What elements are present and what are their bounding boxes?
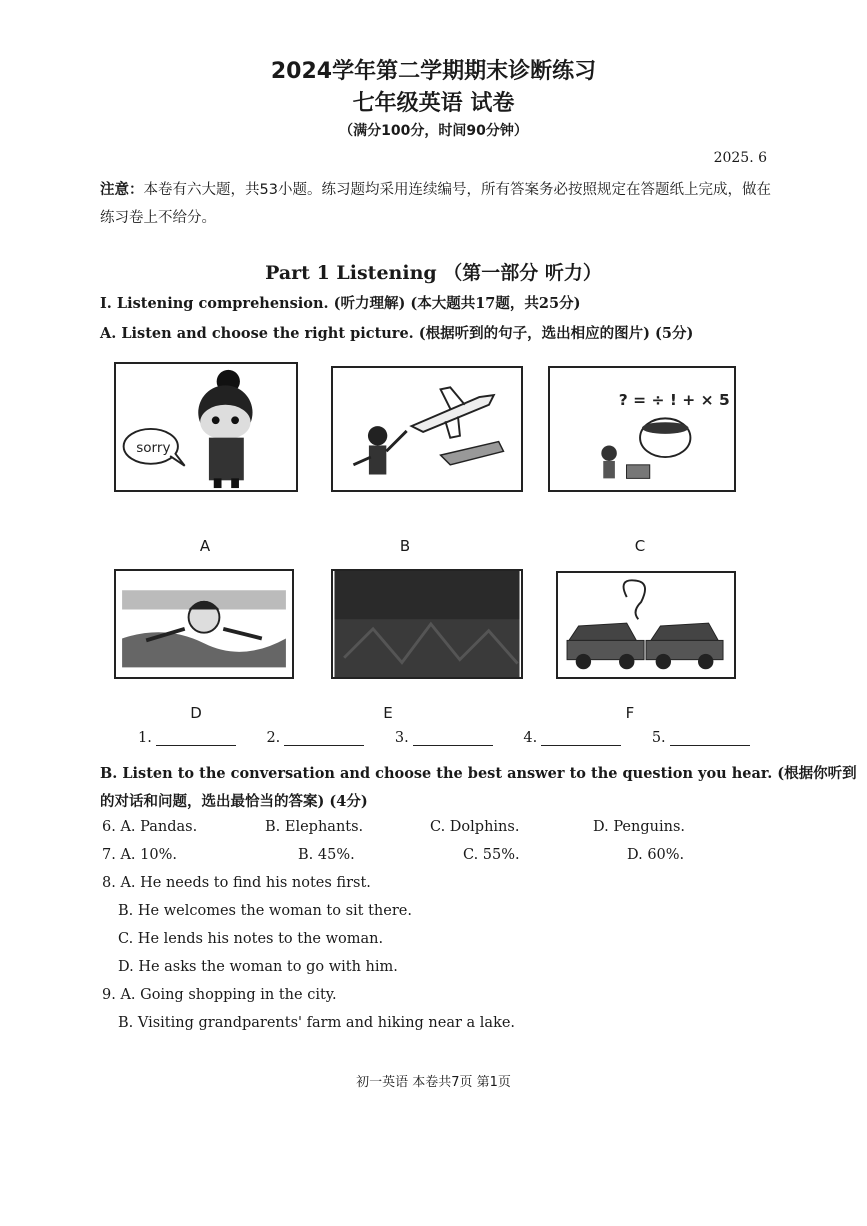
girl-swimming-picture — [114, 569, 294, 679]
picture-label-d: D — [190, 704, 202, 722]
q6-option-d: D. Penguins. — [593, 819, 685, 835]
q7-option-a: 7. A. 10%. — [102, 847, 177, 863]
page-footer: 初一英语 本卷共7页 第1页 — [356, 1075, 511, 1090]
section-i-heading: I. Listening comprehension. (听力理解) (本大题共17题，共25分) — [100, 295, 581, 312]
girl-with-math-symbols-picture — [548, 366, 736, 492]
blank-1[interactable]: 1. — [138, 730, 236, 746]
math-symbols-text: ? = ÷ ! + × 5 — [618, 390, 730, 409]
girl-saying-sorry-picture — [114, 362, 298, 492]
picture-label-a: A — [199, 537, 211, 555]
blank-5[interactable]: 5. — [652, 730, 750, 746]
q6-option-c: C. Dolphins. — [430, 819, 520, 835]
q7-option-c: C. 55%. — [463, 847, 520, 863]
answer-blanks — [138, 730, 776, 746]
dark-forest-picture — [331, 569, 523, 679]
q9-option-b: B. Visiting grandparents' farm and hiking near a lake. — [118, 1015, 516, 1031]
picture-label-e: E — [383, 704, 393, 722]
section-a-heading: A. Listen and choose the right picture. (根据听到的句子，选出相应的图片) (5分) — [100, 325, 694, 342]
picture-label-c: C — [634, 537, 646, 555]
picture-label-b: B — [399, 537, 411, 555]
car-accident-picture — [556, 571, 736, 679]
section-b-heading-line1: B. Listen to the conversation and choose the best answer to the question you hear. (根据你听到 — [100, 765, 857, 782]
blank-4[interactable]: 4. — [523, 730, 621, 746]
q6-option-a: 6. A. Pandas. — [102, 819, 198, 835]
notice-label: 注意： — [100, 182, 144, 198]
q8-option-a: 8. A. He needs to find his notes first. — [102, 875, 371, 891]
q7-option-d: D. 60%. — [627, 847, 685, 863]
notice-text: 本卷有六大题，共53小题。练习题均采用连续编号，所有答案务必按照规定在答题纸上完成，做在练习卷上不给分。 — [100, 182, 771, 226]
q8-option-b: B. He welcomes the woman to sit there. — [118, 903, 412, 919]
q8-option-c: C. He lends his notes to the woman. — [118, 931, 384, 947]
sorry-bubble-text: sorry — [136, 440, 171, 457]
q8-option-d: D. He asks the woman to go with him. — [118, 959, 398, 975]
q9-option-a: 9. A. Going shopping in the city. — [102, 987, 337, 1003]
section-b-heading-line2: 的对话和问题，选出最恰当的答案) (4分) — [100, 793, 368, 810]
picture-label-f: F — [625, 704, 635, 722]
exam-title: 2024学年第二学期期末诊断练习 — [270, 59, 597, 84]
man-waving-plane-picture — [331, 366, 523, 492]
exam-date: 2025. 6 — [713, 150, 767, 166]
q6-option-b: B. Elephants. — [265, 819, 364, 835]
blank-3[interactable]: 3. — [395, 730, 493, 746]
q7-option-b: B. 45%. — [298, 847, 355, 863]
score-time: （满分100分，时间90分钟） — [339, 123, 528, 139]
exam-subtitle: 七年级英语 试卷 — [352, 91, 515, 116]
notice — [100, 176, 780, 232]
blank-2[interactable]: 2. — [266, 730, 364, 746]
part1-title: Part 1 Listening （第一部分 听力） — [265, 262, 602, 284]
